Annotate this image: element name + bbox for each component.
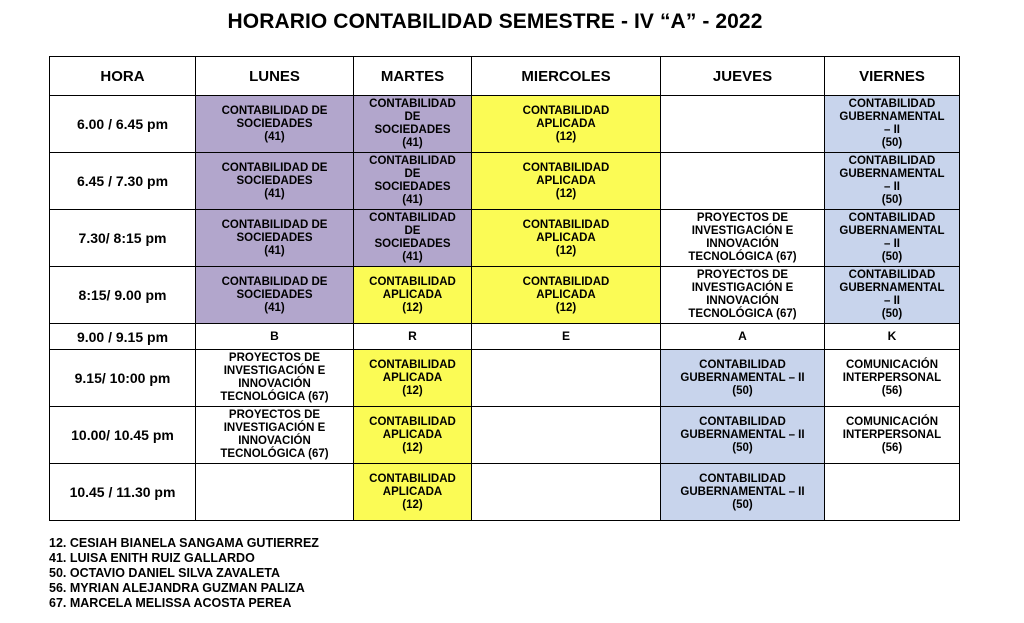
course-line: CONTABILIDAD [699,358,786,371]
course-line: PROYECTOS DE [228,409,321,421]
course-line: COMUNICACIÓN [846,415,938,428]
course-line: TECNOLÓGICA (67) [220,448,329,460]
schedule-cell [196,324,354,350]
course-line: CONTABILIDAD [699,472,786,485]
column-header-hora: HORA [50,57,196,96]
schedule-cell [354,267,472,324]
course-line: COMUNICACIÓN [846,358,938,371]
schedule-cell [354,96,472,153]
hour-cell: 10.45 / 11.30 pm [50,464,196,521]
hour-cell: 10.00/ 10.45 pm [50,407,196,464]
course-line: CONTABILIDAD [848,98,936,110]
schedule-cell [825,407,960,464]
course-line: (12) [402,498,423,511]
course-line: (12) [402,441,423,454]
schedule-cell [472,350,661,407]
schedule-cell [825,324,960,350]
course-line: (50) [732,441,753,454]
schedule-cell [661,407,825,464]
table-row [50,267,960,324]
legend-item: 50. OCTAVIO DANIEL SILVA ZAVALETA [49,566,281,580]
course-line: PROYECTOS DE [696,212,789,224]
page-title: HORARIO CONTABILIDAD SEMESTRE - IV “A” - 2022 [227,10,763,33]
course-line: INTERPERSONAL [842,428,942,441]
table-row [50,464,960,521]
course-line: (50) [881,137,903,149]
schedule-cell [825,350,960,407]
course-line: CONTABILIDAD [369,275,456,288]
course-line: SOCIEDADES [236,231,313,244]
course-line: SOCIEDADES [374,124,451,136]
schedule-cell [825,464,960,521]
schedule-cell [196,210,354,267]
course-line: SOCIEDADES [374,181,451,193]
course-line: TECNOLÓGICA (67) [688,308,797,320]
table-row [50,350,960,407]
course-line: APLICADA [382,485,443,498]
schedule-cell [472,407,661,464]
course-line: APLICADA [382,288,443,301]
course-line: APLICADA [536,174,596,187]
course-line: (41) [402,137,423,149]
hour-cell: 7.30/ 8:15 pm [50,210,196,267]
course-line: CONTABILIDAD [699,415,786,428]
course-line: CONTABILIDAD [369,98,456,110]
course-line: GUBERNAMENTAL [839,111,945,123]
hour-cell: 9.15/ 10:00 pm [50,350,196,407]
schedule-cell [196,350,354,407]
course-line: (12) [555,130,577,143]
course-line: GUBERNAMENTAL [839,168,945,180]
course-line: (50) [881,194,903,206]
course-line: INNOVACIÓN [706,295,779,307]
course-line: INTERPERSONAL [842,371,942,384]
course-line: CONTABILIDAD [369,472,456,485]
course-line: TECNOLÓGICA (67) [688,251,797,263]
table-row [50,210,960,267]
schedule-cell [196,407,354,464]
course-line: CONTABILIDAD [369,358,456,371]
hour-cell: 9.00 / 9.15 pm [50,324,196,350]
course-line: SOCIEDADES [374,238,451,250]
column-header-jueves: JUEVES [661,57,825,96]
course-line: CONTABILIDAD [522,104,610,117]
schedule-cell [354,324,472,350]
course-line: (41) [264,301,285,314]
schedule-cell [472,153,661,210]
course-line: K [887,329,897,343]
course-line: CONTABILIDAD [369,155,456,167]
legend-item: 41. LUISA ENITH RUIZ GALLARDO [49,551,255,565]
schedule-cell [661,350,825,407]
schedule-cell [354,464,472,521]
course-line: APLICADA [382,428,443,441]
course-line: INNOVACIÓN [238,378,311,390]
course-line: APLICADA [536,117,596,130]
course-line: CONTABILIDAD [369,212,456,224]
course-line: – II [884,181,900,193]
course-line: (41) [264,244,285,257]
schedule-cell [196,153,354,210]
course-line: (50) [881,251,903,263]
table-row [50,407,960,464]
legend-item: 56. MYRIAN ALEJANDRA GUZMAN PALIZA [49,581,305,595]
schedule-cell [354,407,472,464]
course-line: INNOVACIÓN [238,435,311,447]
course-line: CONTABILIDAD [522,218,610,231]
course-line: (56) [881,441,903,454]
course-line: APLICADA [536,288,596,301]
course-line: CONTABILIDAD [369,415,456,428]
schedule-cell [661,267,825,324]
column-header-lunes: LUNES [196,57,354,96]
legend-item: 12. CESIAH BIANELA SANGAMA GUTIERREZ [49,536,319,550]
course-line: APLICADA [382,371,443,384]
course-line: SOCIEDADES [236,288,313,301]
course-line: (12) [555,244,577,257]
course-line: DE [404,168,421,180]
course-line: CONTABILIDAD DE [221,161,328,174]
course-line: CONTABILIDAD DE [221,275,328,288]
schedule-cell [472,210,661,267]
schedule-cell [661,324,825,350]
course-line: A [738,329,747,343]
course-line: (12) [555,301,577,314]
column-header-miercoles: MIERCOLES [472,57,661,96]
teacher-legend [49,536,319,611]
course-line: CONTABILIDAD DE [221,218,328,231]
course-line: (41) [264,187,285,200]
course-line: CONTABILIDAD [848,155,936,167]
schedule-cell [196,96,354,153]
course-line: CONTABILIDAD [848,269,936,281]
table-row [50,96,960,153]
schedule-body [50,96,960,521]
schedule-cell [661,96,825,153]
course-line: – II [884,238,900,250]
header-row [50,57,960,96]
schedule-cell [661,153,825,210]
course-line: SOCIEDADES [236,117,313,130]
course-line: CONTABILIDAD [522,161,610,174]
course-line: E [561,329,570,343]
course-line: TECNOLÓGICA (67) [220,391,329,403]
course-line: CONTABILIDAD [522,275,610,288]
hour-cell: 8:15/ 9.00 pm [50,267,196,324]
course-line: (41) [264,130,285,143]
course-line: INVESTIGACIÓN E [691,225,794,237]
course-line: DE [404,111,421,123]
course-line: R [408,329,417,343]
schedule-cell [354,210,472,267]
table-row [50,153,960,210]
schedule-cell [472,267,661,324]
course-line: (41) [402,194,423,206]
course-line: INVESTIGACIÓN E [223,365,326,377]
hour-cell: 6.00 / 6.45 pm [50,96,196,153]
course-line: (50) [732,384,753,397]
course-line: INVESTIGACIÓN E [691,282,794,294]
course-line: GUBERNAMENTAL – II [680,371,805,384]
course-line: INNOVACIÓN [706,238,779,250]
schedule-cell [354,350,472,407]
course-line: – II [884,295,900,307]
schedule-cell [825,210,960,267]
schedule-cell [472,464,661,521]
schedule-cell [472,324,661,350]
course-line: CONTABILIDAD [848,212,936,224]
course-line: (56) [881,384,903,397]
legend-item: 67. MARCELA MELISSA ACOSTA PEREA [49,596,292,610]
course-line: CONTABILIDAD DE [221,104,328,117]
schedule-cell [196,464,354,521]
course-line: (50) [732,498,753,511]
course-line: GUBERNAMENTAL [839,282,945,294]
course-line: GUBERNAMENTAL – II [680,428,805,441]
schedule-cell [661,210,825,267]
course-line: PROYECTOS DE [696,269,789,281]
course-line: – II [884,124,900,136]
course-line: SOCIEDADES [236,174,313,187]
schedule-cell [825,96,960,153]
course-line: B [270,329,279,343]
schedule-cell [825,267,960,324]
course-line: INVESTIGACIÓN E [223,422,326,434]
column-header-viernes: VIERNES [825,57,960,96]
schedule-table [49,56,960,521]
course-line: (12) [402,384,423,397]
course-line: APLICADA [536,231,596,244]
course-line: DE [404,225,421,237]
course-line: GUBERNAMENTAL [839,225,945,237]
column-header-martes: MARTES [354,57,472,96]
course-line: (41) [402,251,423,263]
schedule-cell [196,267,354,324]
schedule-cell [661,464,825,521]
break-row [50,324,960,350]
hour-cell: 6.45 / 7.30 pm [50,153,196,210]
course-line: PROYECTOS DE [228,352,321,364]
schedule-cell [354,153,472,210]
course-line: (50) [881,308,903,320]
schedule-cell [825,153,960,210]
schedule-cell [472,96,661,153]
course-line: GUBERNAMENTAL – II [680,485,805,498]
course-line: (12) [555,187,577,200]
course-line: (12) [402,301,423,314]
